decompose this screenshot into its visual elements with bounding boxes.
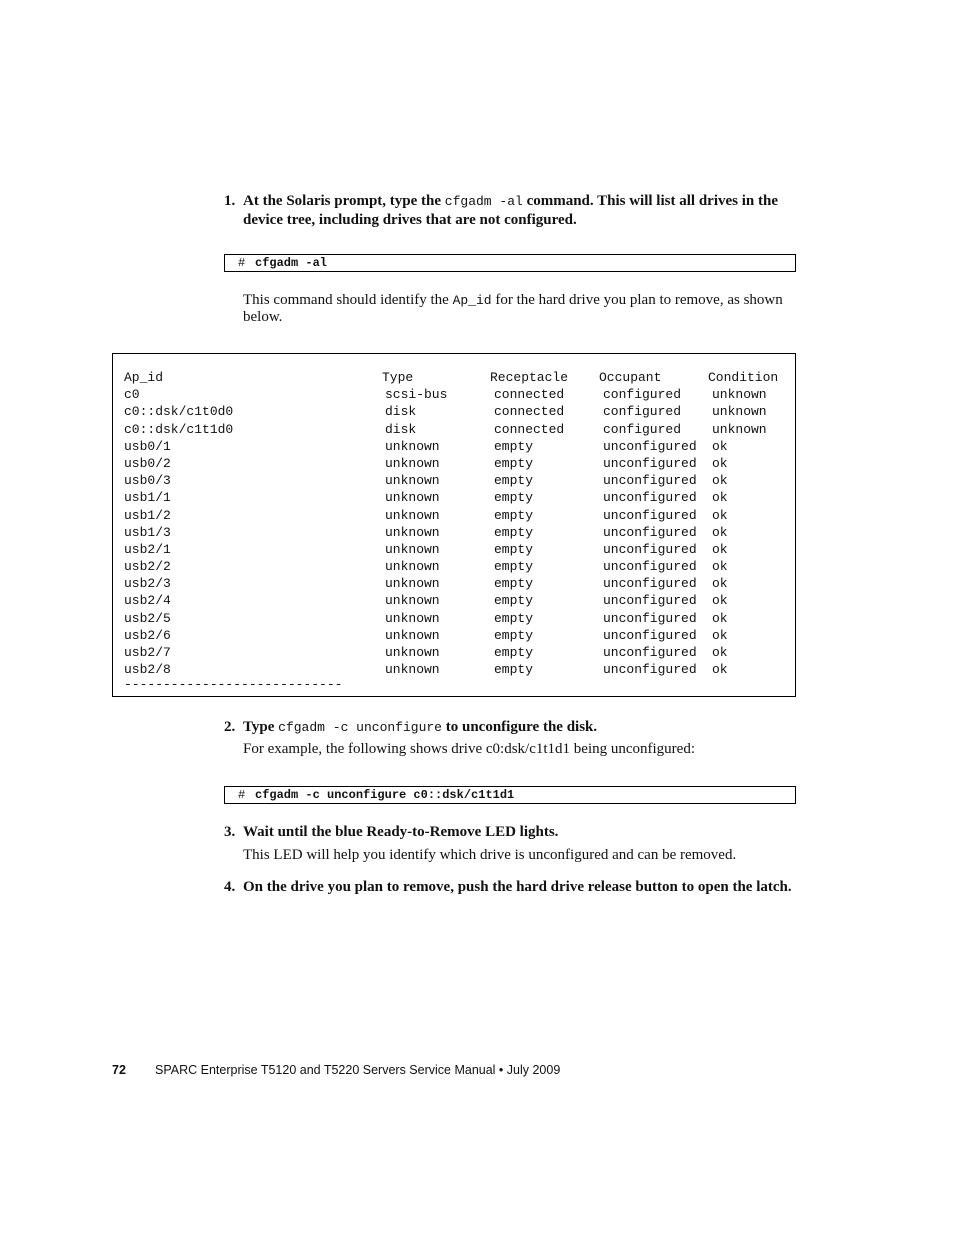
cell-receptacle: empty xyxy=(494,662,534,678)
command-output-box xyxy=(112,353,796,697)
cell-occupant: configured xyxy=(603,387,682,403)
cell-occupant: unconfigured xyxy=(603,524,697,540)
cell-ap-id: usb2/4 xyxy=(124,593,171,609)
cell-occupant: unconfigured xyxy=(603,473,697,489)
cell-ap-id: usb2/5 xyxy=(124,610,171,626)
cell-type: unknown xyxy=(385,662,440,678)
cell-type: disk xyxy=(385,421,417,437)
cell-condition: ok xyxy=(712,490,728,506)
cell-condition: ok xyxy=(712,455,728,471)
cell-ap-id: usb1/2 xyxy=(124,507,171,523)
cell-receptacle: empty xyxy=(494,507,534,523)
header-occupant: Occupant xyxy=(599,370,662,385)
cell-type: unknown xyxy=(385,490,440,506)
cell-receptacle: empty xyxy=(494,541,534,557)
paragraph: For example, the following shows drive c0:dsk/c1t1d1 being unconfigured: xyxy=(243,741,695,757)
page-number: 72 xyxy=(112,1063,126,1077)
cell-ap-id: usb2/7 xyxy=(124,645,171,660)
step-1 xyxy=(224,192,799,229)
cell-condition: ok xyxy=(712,627,728,643)
command-text: cfgadm -al xyxy=(255,256,328,270)
cell-receptacle: empty xyxy=(494,524,534,540)
cell-condition: ok xyxy=(712,473,728,489)
cell-condition: unknown xyxy=(712,387,767,403)
step-text: On the drive you plan to remove, push the hard drive release button to open the latch. xyxy=(243,879,792,895)
inline-code: cfgadm -al xyxy=(444,194,523,209)
cell-receptacle: connected xyxy=(494,387,565,403)
cell-receptacle: empty xyxy=(494,490,534,506)
step-text: At the Solaris prompt, type the cfgadm -al command. This will list all drives in the device tree, including drives that are not configured. xyxy=(243,193,778,228)
cell-condition: ok xyxy=(712,541,728,557)
cell-condition: unknown xyxy=(712,421,767,437)
cell-ap-id: usb0/1 xyxy=(124,438,171,454)
cell-ap-id: c0 xyxy=(124,387,140,403)
cell-condition: ok xyxy=(712,438,728,454)
paragraph: This LED will help you identify which drive is unconfigured and can be removed. xyxy=(243,847,737,863)
cell-ap-id: usb2/8 xyxy=(124,662,171,678)
cell-type: unknown xyxy=(385,524,440,540)
cell-ap-id: usb1/1 xyxy=(124,490,171,506)
command-box xyxy=(224,786,796,804)
inline-code: cfgadm -c unconfigure xyxy=(278,720,442,735)
step-3 xyxy=(224,823,799,841)
cell-occupant: unconfigured xyxy=(603,507,697,523)
step-number: 2. xyxy=(224,719,236,735)
header-receptacle: Receptacle xyxy=(490,370,569,385)
step-text: Wait until the blue Ready-to-Remove LED lights. xyxy=(243,824,559,840)
cell-occupant: unconfigured xyxy=(603,576,697,592)
header-condition: Condition xyxy=(708,370,779,385)
cell-type: unknown xyxy=(385,455,440,471)
shell-prompt: # xyxy=(238,256,246,270)
cell-receptacle: empty xyxy=(494,610,534,626)
cell-receptacle: empty xyxy=(494,559,534,575)
step-2 xyxy=(224,718,799,737)
cell-type: scsi-bus xyxy=(385,387,448,403)
cell-type: unknown xyxy=(385,627,440,643)
cell-occupant: unconfigured xyxy=(603,627,697,643)
cell-occupant: unconfigured xyxy=(603,662,697,678)
cell-occupant: unconfigured xyxy=(603,610,697,626)
cell-type: unknown xyxy=(385,645,440,660)
cell-ap-id: usb0/3 xyxy=(124,473,171,489)
step-number: 4. xyxy=(224,879,236,895)
step-4 xyxy=(224,878,799,896)
header-ap-id: Ap_id xyxy=(124,370,164,385)
manual-title: SPARC Enterprise T5120 and T5220 Servers Service Manual • July 2009 xyxy=(155,1063,561,1077)
cell-ap-id: usb2/3 xyxy=(124,576,171,592)
cell-type: unknown xyxy=(385,541,440,557)
cell-receptacle: connected xyxy=(494,421,565,437)
cell-condition: ok xyxy=(712,610,728,626)
cell-receptacle: empty xyxy=(494,455,534,471)
cell-condition: ok xyxy=(712,662,728,678)
step-number: 1. xyxy=(224,193,236,209)
cell-receptacle: empty xyxy=(494,645,534,660)
cell-ap-id: c0::dsk/c1t1d0 xyxy=(124,421,234,437)
cell-condition: ok xyxy=(712,593,728,609)
cell-occupant: unconfigured xyxy=(603,559,697,575)
cell-occupant: unconfigured xyxy=(603,541,697,557)
cell-type: unknown xyxy=(385,576,440,592)
cell-receptacle: empty xyxy=(494,627,534,643)
cell-type: unknown xyxy=(385,507,440,523)
step-number: 3. xyxy=(224,824,236,840)
cell-condition: ok xyxy=(712,507,728,523)
cell-ap-id: usb2/1 xyxy=(124,541,171,557)
shell-prompt: # xyxy=(238,788,246,802)
cell-type: unknown xyxy=(385,438,440,454)
cell-receptacle: empty xyxy=(494,593,534,609)
cell-occupant: configured xyxy=(603,421,682,437)
inline-code: Ap_id xyxy=(452,293,492,308)
cell-ap-id: usb0/2 xyxy=(124,455,171,471)
cell-ap-id: usb2/6 xyxy=(124,627,171,643)
cell-receptacle: connected xyxy=(494,404,565,420)
step-text: Type cfgadm -c unconfigure to unconfigure the disk. xyxy=(243,719,598,735)
cell-ap-id: usb1/3 xyxy=(124,524,171,540)
cell-occupant: unconfigured xyxy=(603,438,697,454)
cell-condition: ok xyxy=(712,576,728,592)
cell-receptacle: empty xyxy=(494,473,534,489)
cell-condition: unknown xyxy=(712,404,767,420)
cell-occupant: configured xyxy=(603,404,682,420)
cell-condition: ok xyxy=(712,559,728,575)
header-type: Type xyxy=(382,370,414,385)
cell-condition: ok xyxy=(712,524,728,540)
cell-type: disk xyxy=(385,404,417,420)
output-separator: ---------------------------- xyxy=(124,677,343,692)
cell-type: unknown xyxy=(385,473,440,489)
cell-receptacle: empty xyxy=(494,438,534,454)
cell-ap-id: usb2/2 xyxy=(124,559,171,575)
cell-type: unknown xyxy=(385,559,440,575)
command-text: cfgadm -c unconfigure c0::dsk/c1t1d1 xyxy=(255,788,515,802)
cell-occupant: unconfigured xyxy=(603,455,697,471)
paragraph: This command should identify the Ap_id for the hard drive you plan to remove, as shown below. xyxy=(243,292,783,325)
cell-receptacle: empty xyxy=(494,576,534,592)
cell-type: unknown xyxy=(385,593,440,609)
command-box xyxy=(224,254,796,272)
cell-occupant: unconfigured xyxy=(603,645,697,660)
cell-ap-id: c0::dsk/c1t0d0 xyxy=(124,404,234,420)
cell-condition: ok xyxy=(712,645,728,660)
cell-occupant: unconfigured xyxy=(603,593,697,609)
cell-type: unknown xyxy=(385,610,440,626)
cell-occupant: unconfigured xyxy=(603,490,697,506)
